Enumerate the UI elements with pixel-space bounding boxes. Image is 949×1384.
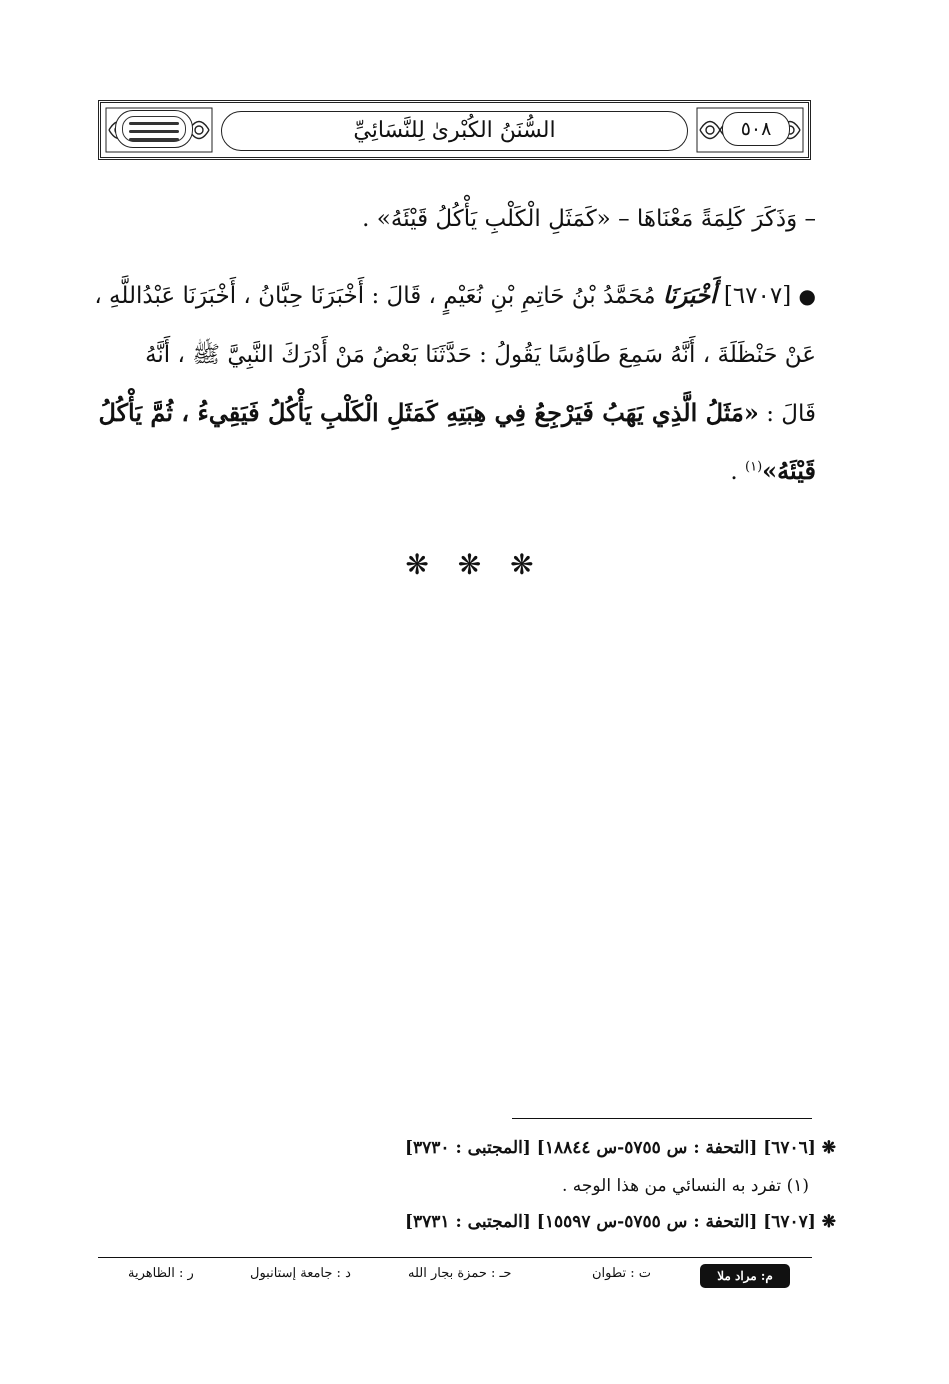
manuscript-badge: م: مراد ملا bbox=[700, 1264, 790, 1288]
footnote-takhrij-6706: ❋ [٦٧٠٦] [التحفة : س ٥٧٥٥-س ١٨٨٤٤] [المجتبى : ٣٧٣٠] bbox=[404, 1138, 836, 1158]
hadith-matn: «مَثَلُ الَّذِي يَهَبُ فَيَرْجِعُ فِي هِبَتِهِ كَمَثَلِ الْكَلْبِ يَأْكُلُ فَيَقِيءُ ، ثُمَّ يَأْكُلُ bbox=[98, 398, 759, 427]
footnote-marker: (١) bbox=[745, 459, 763, 475]
isnad-start: مُحَمَّدُ بْنُ حَاتِمِ بْنِ نُعَيْمٍ ، قَالَ : أَخْبَرَنَا حِبَّانُ ، أَخْبَرَنَا عَبْدُاللَّهِ ، bbox=[94, 283, 656, 309]
line-end: . bbox=[730, 459, 746, 485]
footnote-takhrij-6707: ❋ [٦٧٠٧] [التحفة : س ٥٧٥٥-س ١٥٥٩٧] [المجتبى : ٣٧٣١] bbox=[404, 1212, 836, 1232]
text-line-5 bbox=[96, 456, 816, 485]
hadith-number: [٦٧٠٧] bbox=[723, 283, 792, 309]
hadith-matn-end: قَيْئَهُ» bbox=[762, 456, 816, 485]
footnote-rule bbox=[512, 1118, 812, 1119]
section-separator: ❋ ❋ ❋ bbox=[405, 548, 544, 581]
text-line-3 bbox=[96, 340, 816, 374]
text-line-4 bbox=[96, 398, 816, 427]
text-line-1 bbox=[96, 206, 816, 232]
qala: قَالَ : bbox=[766, 401, 816, 427]
manuscript-r: ر : الظاهرية bbox=[128, 1266, 194, 1281]
page-number: ٥٠٨ bbox=[722, 112, 790, 146]
book-title: السُّنَنُ الكُبْرىٰ لِلنَّسَائِيِّ bbox=[221, 111, 688, 151]
manuscript-h: حـ : حمزة بجار الله bbox=[408, 1266, 512, 1281]
text-line-2 bbox=[96, 282, 816, 309]
footer-rule bbox=[98, 1257, 812, 1258]
continuation-line: – وَذَكَرَ كَلِمَةً مَعْنَاهَا – «كَمَثَلِ الْكَلْبِ يَأْكُلُ قَيْئَهُ» . bbox=[362, 206, 816, 232]
footnote-1: (١) تفرد به النسائي من هذا الوجه . bbox=[561, 1176, 809, 1196]
book-emblem bbox=[115, 110, 193, 148]
manuscript-d: د : جامعة إستانبول bbox=[250, 1266, 351, 1281]
akhbarana: أَخْبَرَنَا bbox=[662, 282, 717, 309]
manuscript-t: ت : تطوان bbox=[592, 1266, 652, 1281]
bullet-icon: ● bbox=[798, 284, 816, 308]
page-header bbox=[98, 100, 811, 160]
isnad-continue: عَنْ حَنْظَلَةَ ، أَنَّهُ سَمِعَ طَاوُسًا يَقُولُ : حَدَّثَنَا بَعْضُ مَنْ أَدْرَكَ النَّبِيَّ ﷺ ، أَنَّهُ bbox=[145, 342, 816, 368]
